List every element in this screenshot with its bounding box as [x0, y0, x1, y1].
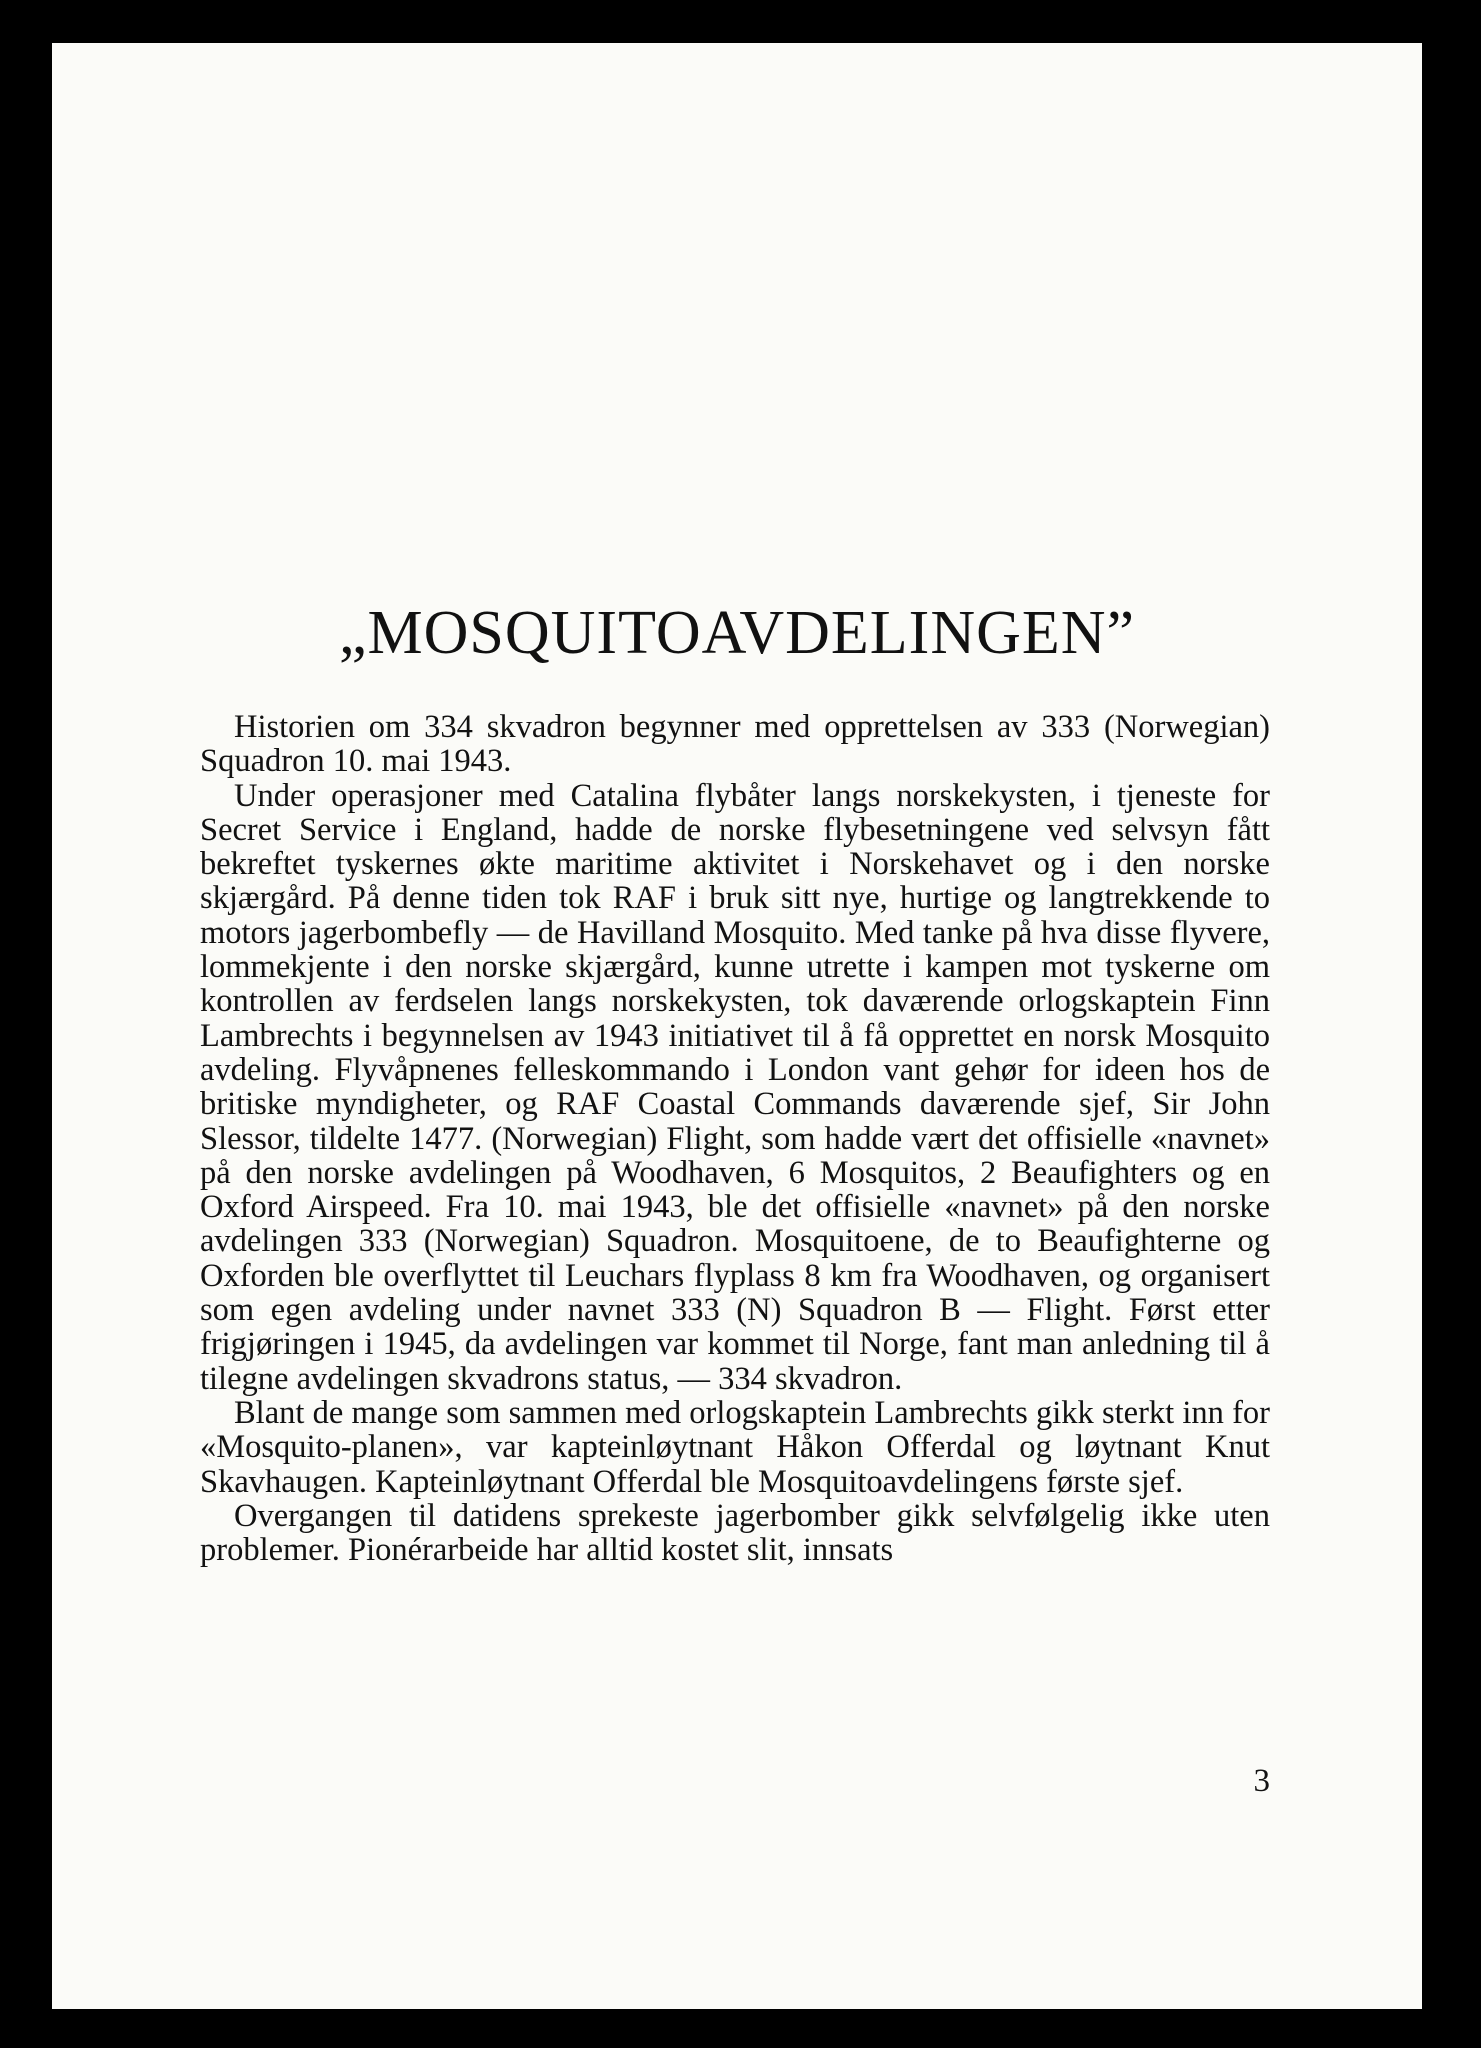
body-text [200, 710, 1270, 1567]
page-number: 3 [1253, 1763, 1270, 1799]
page-title: „MOSQUITOAVDELINGEN” [338, 599, 1136, 667]
paragraph-2: Under operasjoner med Catalina flybåter langs norskekysten, i tjeneste for Secret Service i England, hadde de norske flybesetningene ved selvsyn fått bekreftet tyskernes økte maritime aktivitet i Norskehavet og i den norske skjærgård. På denne tiden tok RAF i bruk sitt nye, hurtige og langtrekkende to motors jagerbombefly — de Havilland Mosquito. Med tanke på hva disse flyvere, lommekjente i den norske skjærgård, kunne utrette i kampen mot tyskerne om kontrollen av ferdselen langs norskekysten, tok daværende orlogskaptein Finn Lambrechts i begynnelsen av 1943 initiativet til å få opprettet en norsk Mosquito avdeling. Flyvåpnenes felleskommando i London vant gehør for ideen hos de britiske myndigheter, og RAF Coastal Commands daværende sjef, Sir John Slessor, tildelte 1477. (Norwegian) Flight, som hadde vært det offisielle «navnet» på den norske avdelingen på Woodhaven, 6 Mosquitos, 2 Beaufighters og en Oxford Airspeed. Fra 10. mai 1943, ble det offisielle «navnet» på den norske avdelingen 333 (Norwegian) Squadron. Mosquitoene, de to Beaufighterne og Oxforden ble overflyttet til Leuchars flyplass 8 km fra Woodhaven, og organisert som egen avdeling under navnet 333 (N) Squadron B — Flight. Først etter frigjøringen i 1945, da avdelingen var kommet til Norge, fant man anledning til å tilegne avdelingen skvadrons status, — 334 skvadron. [200, 777, 1270, 1397]
paragraph-1: Historien om 334 skvadron begynner med opprettelsen av 333 (Norwegian) Squadron 10. mai 1943. [200, 709, 1270, 780]
paragraph-3: Blant de mange som sammen med orlogskaptein Lambrechts gikk sterkt inn for «Mosquito-planen», var kapteinløytnant Håkon Offerdal og løytnant Knut Skavhaugen. Kapteinløytnant Offerdal ble Mosquitoavdelingens første sjef. [200, 1394, 1270, 1500]
paragraph-4: Overgangen til datidens sprekeste jagerbomber gikk selvfølgelig ikke uten problemer. Pionérarbeide har alltid kostet slit, innsats [200, 1497, 1270, 1569]
document-page [52, 43, 1422, 2009]
